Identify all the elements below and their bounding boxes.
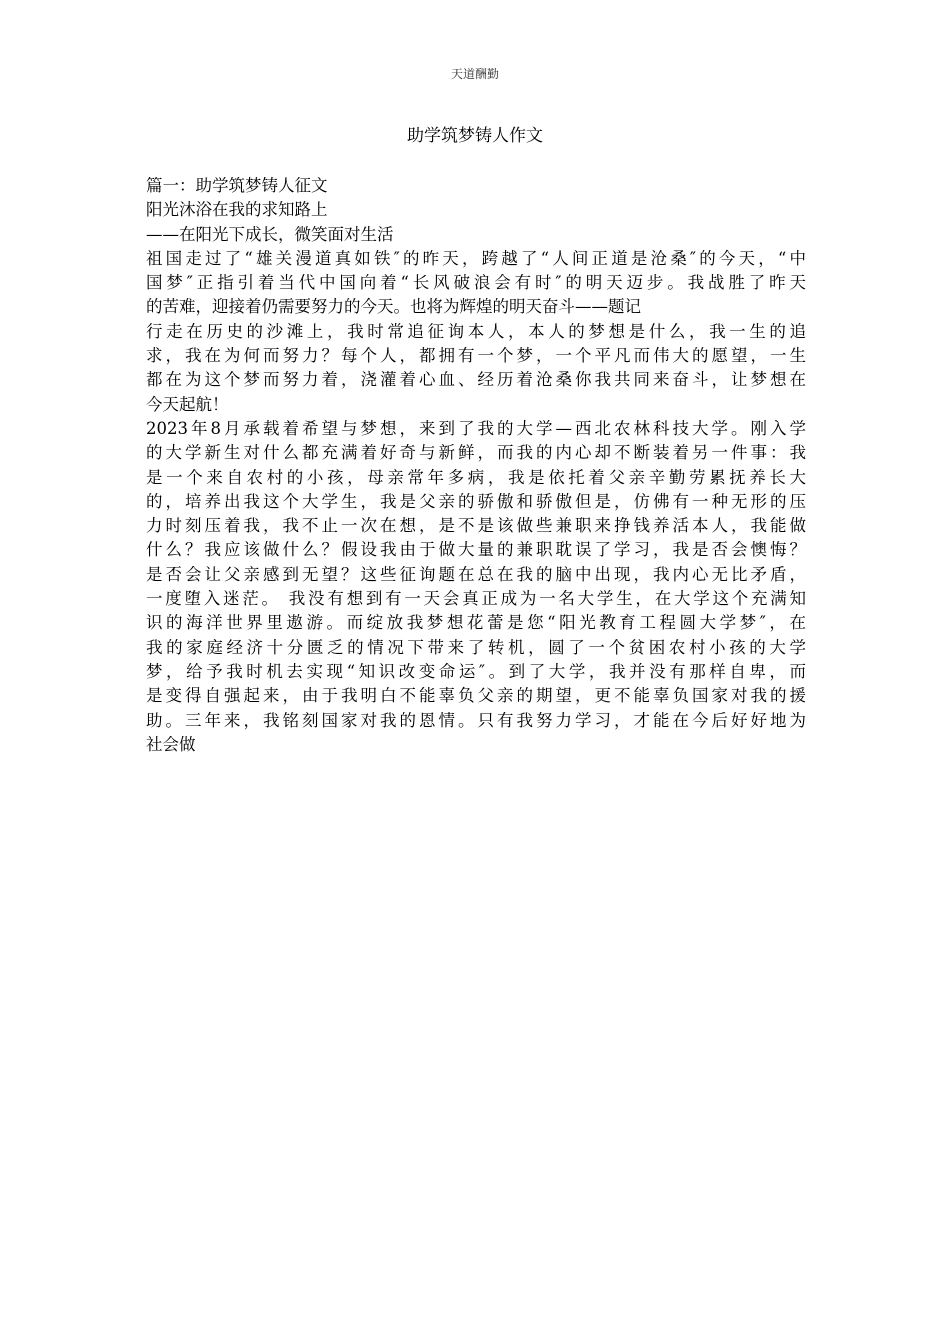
text-line: 力时刻压着我，我不止一次在想，是不是该做些兼职来挣钱养活本人，我能做 <box>146 516 806 536</box>
text-line: 祖国走过了“雄关漫道真如铁″的昨天，跨越了“人间正道是沧桑″的今天，“中 <box>146 248 806 268</box>
text-line: 一度堕入迷茫。 我没有想到有一天会真正成为一名大学生，在大学这个充满知 <box>146 589 806 609</box>
text-line: 的苦难，迎接着仍需要努力的今天。也将为辉煌的明天奋斗——题记 <box>146 297 641 317</box>
text-line: 的大学新生对什么都充满着好奇与新鲜，而我的内心却不断装着另一件事：我 <box>146 443 806 463</box>
text-line: 识的海洋世界里遨游。而绽放我梦想花蕾是您“阳光教育工程圆大学梦″，在 <box>146 613 806 633</box>
text-line: 是变得自强起来，由于我明白不能辜负父亲的期望，更不能辜负国家对我的援 <box>146 686 806 706</box>
text-line: ——在阳光下成长，微笑面对生活 <box>146 224 394 244</box>
text-line: 我的家庭经济十分匮乏的情况下带来了转机，圆了一个贫困农村小孩的大学 <box>146 637 806 657</box>
text-line: 阳光沐浴在我的求知路上 <box>146 200 328 220</box>
text-line: 行走在历史的沙滩上，我时常追征询本人，本人的梦想是什么，我一生的追 <box>146 321 806 341</box>
text-line: 国梦″正指引着当代中国向着“长风破浪会有时″的明天迈步。我战胜了昨天 <box>146 273 806 293</box>
document-title: 助学筑梦铸人作文 <box>407 126 543 146</box>
document-body <box>146 174 806 757</box>
text-line: 求，我在为何而努力？每个人，都拥有一个梦，一个平凡而伟大的愿望，一生 <box>146 346 806 366</box>
text-line: 助。三年来，我铭刻国家对我的恩情。只有我努力学习，才能在今后好好地为 <box>146 710 806 730</box>
text-line: 都在为这个梦而努力着，浇灌着心血、经历着沧桑你我共同来奋斗，让梦想在 <box>146 370 806 390</box>
text-line: 是一个来自农村的小孩，母亲常年多病，我是依托着父亲辛勤劳累抚养长大 <box>146 467 806 487</box>
text-line: 是否会让父亲感到无望？这些征询题在总在我的脑中出现，我内心无比矛盾， <box>146 564 806 584</box>
page-header: 天道酬勤 <box>450 67 499 81</box>
text-line: 的，培养出我这个大学生，我是父亲的骄傲和骄傲但是，仿佛有一种无形的压 <box>146 491 806 511</box>
text-line: 篇一：助学筑梦铸人征文 <box>146 176 328 195</box>
text-line: 梦，给予我时机去实现“知识改变命运″。到了大学，我并没有那样自卑，而 <box>146 661 806 681</box>
text-line: 今天起航！ <box>146 394 229 414</box>
text-line: 什么？我应该做什么？假设我由于做大量的兼职耽误了学习，我是否会懊悔？ <box>146 540 806 560</box>
text-line: 2023年8月承载着希望与梦想，来到了我的大学—西北农林科技大学。刚入学 <box>146 418 806 438</box>
text-line: 社会做 <box>146 734 196 754</box>
